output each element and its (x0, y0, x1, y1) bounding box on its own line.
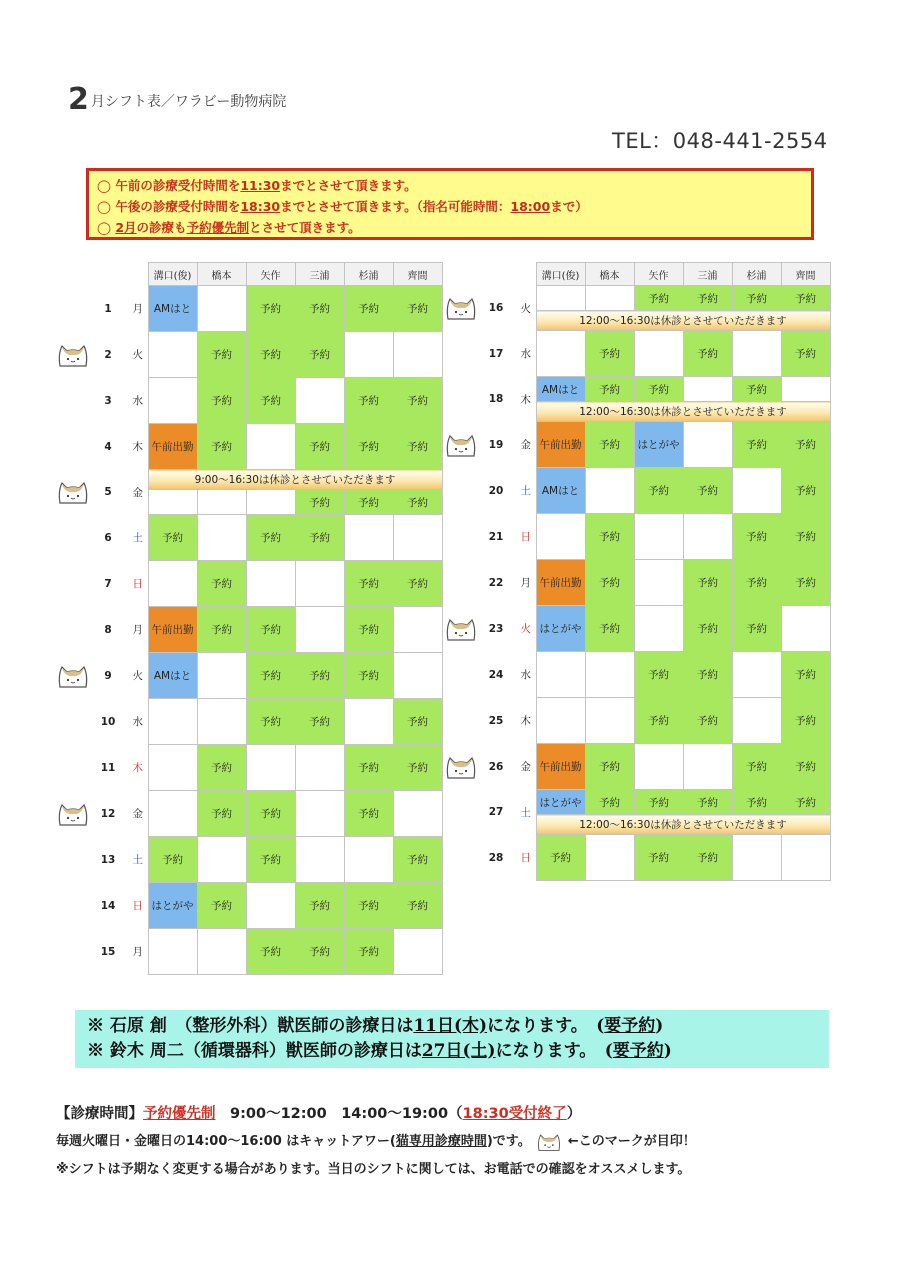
weekday: 水 (132, 716, 143, 728)
shift-cell: 予約 (781, 468, 830, 514)
day-number: 10 (100, 715, 116, 728)
day-number: 12 (100, 807, 116, 820)
cat-face-icon (56, 479, 90, 505)
shift-cell (732, 652, 781, 698)
shift-cell (295, 745, 344, 791)
shift-cell (536, 514, 585, 560)
day-row (96, 515, 442, 561)
cat-hour-line: 毎週火曜日・金曜日の14:00〜16:00 はキャットアワー(猫専用診療時間)です。 ←このマークが目印！ (56, 1128, 696, 1156)
day-number: 14 (100, 899, 116, 912)
shift-cell (585, 468, 634, 514)
shift-cell: 予約 (246, 286, 295, 332)
staff-header: 矢作 (246, 263, 295, 286)
shift-cell (536, 652, 585, 698)
day-row (96, 561, 442, 607)
shift-cell: 予約 (246, 378, 295, 424)
staff-header: 齊間 (781, 263, 830, 286)
day-row (96, 653, 442, 699)
disclaimer-line: ※シフトは予期なく変更する場合があります。当日のシフトに関しては、お電話での確認をオススメします。 (56, 1162, 691, 1177)
day-row (96, 490, 442, 515)
shift-cell (634, 606, 683, 652)
shift-cell (148, 332, 197, 378)
day-number: 4 (104, 440, 112, 453)
shift-cell: 予約 (634, 790, 683, 815)
shift-cell: 予約 (148, 515, 197, 561)
shift-cell (246, 745, 295, 791)
shift-cell: 予約 (295, 929, 344, 975)
day-row (484, 560, 830, 606)
day-number: 18 (488, 393, 504, 405)
shift-cell: 予約 (344, 378, 393, 424)
closure-banner: 12:00〜16:30は休診とさせていただきます (536, 402, 830, 422)
shift-cell: 予約 (246, 699, 295, 745)
shift-cell: 予約 (246, 791, 295, 837)
weekday: 土 (520, 485, 531, 497)
shift-cell: 予約 (344, 791, 393, 837)
shift-cell (197, 490, 246, 515)
shift-cell: 予約 (781, 790, 830, 815)
shift-cell: 予約 (634, 468, 683, 514)
day-number: 11 (100, 761, 116, 774)
weekday: 火 (132, 349, 143, 361)
note-ishihara: ※ 石原 創 （整形外科）獣医師の診療日は11日(木)になります。 (要予約) (87, 1016, 664, 1036)
shift-cell (393, 332, 442, 378)
closure-banner: 12:00〜16:30は休診とさせていただきます (536, 311, 830, 331)
notice-line-3: ◯ 2月の診療も予約優先制とさせて頂きます。 (97, 220, 361, 235)
shift-cell: 予約 (732, 286, 781, 311)
closure-banner: 9:00〜16:30は休診とさせていただきます (148, 470, 442, 490)
specialist-notes (75, 1010, 829, 1068)
staff-header: 橋本 (585, 263, 634, 286)
shift-cell: 予約 (344, 286, 393, 332)
shift-cell (148, 929, 197, 975)
shift-cell: 予約 (344, 929, 393, 975)
shift-cell: 予約 (344, 653, 393, 699)
shift-cell (781, 835, 830, 881)
weekday: 水 (520, 348, 531, 360)
shift-cell: 予約 (295, 699, 344, 745)
shift-cell: 予約 (781, 744, 830, 790)
day-number: 25 (488, 714, 504, 727)
shift-cell (683, 377, 732, 402)
shift-cell: 予約 (246, 929, 295, 975)
weekday: 木 (520, 715, 531, 727)
staff-header: 三浦 (295, 263, 344, 286)
staff-header: 齊間 (393, 263, 442, 286)
day-row (96, 378, 442, 424)
day-row (484, 815, 830, 835)
day-number: 5 (104, 486, 112, 498)
weekday: 土 (132, 532, 143, 544)
day-number: 13 (100, 853, 116, 866)
shift-cell (585, 835, 634, 881)
shift-cell (344, 332, 393, 378)
shift-cell (295, 378, 344, 424)
day-row (484, 331, 830, 377)
shift-cell: 予約 (344, 424, 393, 470)
staff-header: 溝口(俊) (536, 263, 585, 286)
shift-cell: 予約 (197, 791, 246, 837)
shift-cell: 予約 (344, 490, 393, 515)
shift-cell (197, 653, 246, 699)
shift-cell: 予約 (295, 424, 344, 470)
day-row (96, 745, 442, 791)
shift-cell: 予約 (536, 835, 585, 881)
shift-cell: 予約 (732, 790, 781, 815)
weekday: 木 (132, 762, 143, 774)
shift-cell: 予約 (246, 653, 295, 699)
shift-cell: 予約 (585, 790, 634, 815)
shift-cell (148, 490, 197, 515)
shift-cell: 予約 (197, 424, 246, 470)
shift-cell: はとがや (536, 790, 585, 815)
shift-cell: 予約 (585, 606, 634, 652)
shift-cell: 予約 (683, 790, 732, 815)
day-number: 8 (104, 623, 112, 636)
shift-cell: 予約 (295, 332, 344, 378)
weekday: 金 (520, 439, 531, 451)
shift-cell (246, 490, 295, 515)
shift-cell: 予約 (634, 286, 683, 311)
shift-cell (344, 837, 393, 883)
shift-cell: 予約 (634, 835, 683, 881)
day-row (484, 311, 830, 331)
day-row (96, 699, 442, 745)
day-row (484, 652, 830, 698)
phone-number: TEL：048-441-2554 (612, 129, 828, 153)
shift-cell: 予約 (393, 424, 442, 470)
staff-header: 橋本 (197, 263, 246, 286)
shift-cell: 予約 (344, 561, 393, 607)
shift-cell (393, 515, 442, 561)
day-number: 2 (104, 348, 112, 361)
day-number: 20 (488, 484, 504, 497)
weekday: 火 (132, 670, 143, 682)
shift-cell (585, 652, 634, 698)
day-row (484, 698, 830, 744)
shift-cell: 予約 (393, 561, 442, 607)
day-row (96, 929, 442, 975)
weekday: 日 (132, 900, 143, 912)
shift-cell: 予約 (295, 883, 344, 929)
day-row (484, 514, 830, 560)
shift-cell (197, 515, 246, 561)
weekday: 月 (520, 577, 531, 589)
hours-line: 【診療時間】予約優先制 9:00〜12:00 14:00〜19:00（18:30受付終了） (56, 1106, 582, 1122)
weekday: 木 (132, 441, 143, 453)
page-title: 2 月シフト表／ワラビー動物病院 (68, 82, 287, 117)
cat-face-icon (56, 801, 90, 827)
shift-cell: 予約 (246, 837, 295, 883)
day-number: 3 (104, 394, 112, 407)
cat-face-icon (444, 295, 478, 321)
shift-cell: 予約 (295, 286, 344, 332)
shift-cell: 予約 (344, 883, 393, 929)
shift-cell (246, 883, 295, 929)
shift-cell: 予約 (393, 745, 442, 791)
shift-cell (393, 791, 442, 837)
shift-cell (295, 561, 344, 607)
shift-cell: 予約 (781, 560, 830, 606)
weekday: 土 (520, 806, 531, 819)
shift-cell: 予約 (634, 698, 683, 744)
weekday: 日 (520, 531, 531, 543)
shift-cell: 予約 (683, 835, 732, 881)
weekday: 月 (132, 624, 143, 636)
day-number: 21 (488, 530, 504, 543)
notice-line-1: ◯ 午前の診療受付時間を11:30までとさせて頂きます。 (97, 178, 417, 193)
day-row (484, 790, 830, 815)
day-number: 1 (104, 302, 112, 315)
weekday: 土 (132, 854, 143, 866)
weekday: 水 (520, 669, 531, 681)
shift-cell: 予約 (683, 606, 732, 652)
day-number: 15 (100, 945, 116, 958)
shift-cell (536, 698, 585, 744)
day-row (484, 606, 830, 652)
day-row (96, 791, 442, 837)
day-number: 24 (488, 668, 504, 681)
shift-cell: 予約 (393, 378, 442, 424)
day-row (96, 332, 442, 378)
shift-cell (295, 607, 344, 653)
shift-cell: 予約 (781, 286, 830, 311)
shift-cell: 予約 (781, 331, 830, 377)
shift-cell: 予約 (781, 422, 830, 468)
day-number: 27 (488, 806, 504, 818)
shift-cell: 予約 (246, 515, 295, 561)
shift-cell: 予約 (683, 331, 732, 377)
shift-cell: 予約 (344, 607, 393, 653)
shift-cell: AMはと (536, 377, 585, 402)
day-number: 7 (104, 577, 112, 590)
shift-cell: 予約 (197, 745, 246, 791)
weekday: 水 (132, 395, 143, 407)
shift-cell: 予約 (393, 837, 442, 883)
staff-header: 溝口(俊) (148, 263, 197, 286)
shift-cell (683, 514, 732, 560)
shift-cell (148, 745, 197, 791)
notice-box (86, 168, 814, 240)
day-number: 23 (488, 622, 504, 635)
shift-cell: 午前出勤 (536, 560, 585, 606)
day-number: 6 (104, 531, 112, 544)
shift-cell (732, 835, 781, 881)
shift-cell (344, 515, 393, 561)
day-row (484, 422, 830, 468)
shift-cell: 午前出勤 (148, 424, 197, 470)
footer-info (56, 1100, 696, 1184)
shift-cell: 予約 (246, 332, 295, 378)
weekday: 日 (132, 578, 143, 590)
shift-cell: 予約 (634, 377, 683, 402)
shift-cell: 予約 (585, 744, 634, 790)
day-number: 16 (488, 302, 504, 314)
shift-cell: 予約 (683, 286, 732, 311)
weekday: 火 (520, 302, 531, 315)
shift-cell: 予約 (683, 698, 732, 744)
shift-cell (197, 837, 246, 883)
day-row (96, 607, 442, 653)
day-row (96, 470, 442, 490)
shift-cell (197, 699, 246, 745)
shift-cell (683, 422, 732, 468)
staff-header: 杉浦 (344, 263, 393, 286)
cat-face-icon (444, 754, 478, 780)
shift-cell: 予約 (246, 607, 295, 653)
shift-cell (246, 561, 295, 607)
shift-cell (344, 699, 393, 745)
day-row (484, 468, 830, 514)
day-number: 26 (488, 760, 504, 773)
day-row (484, 286, 830, 311)
shift-cell (148, 378, 197, 424)
staff-header: 杉浦 (732, 263, 781, 286)
cat-face-icon (444, 432, 478, 458)
shift-cell: はとがや (536, 606, 585, 652)
shift-cell: 予約 (197, 883, 246, 929)
day-number: 22 (488, 576, 504, 589)
shift-cell: 予約 (683, 652, 732, 698)
shift-cell (393, 653, 442, 699)
staff-header: 矢作 (634, 263, 683, 286)
closure-banner: 12:00〜16:30は休診とさせていただきます (536, 815, 830, 835)
day-row (484, 744, 830, 790)
cat-face-icon (444, 616, 478, 642)
shift-cell (197, 286, 246, 332)
shift-cell: 予約 (393, 286, 442, 332)
right-schedule-table (484, 262, 831, 881)
weekday: 木 (520, 393, 531, 406)
weekday: 火 (520, 623, 531, 635)
day-number: 9 (104, 669, 112, 682)
shift-cell (246, 424, 295, 470)
shift-cell: 予約 (148, 837, 197, 883)
shift-cell: 予約 (197, 332, 246, 378)
shift-cell: 予約 (295, 490, 344, 515)
shift-cell: 午前出勤 (148, 607, 197, 653)
day-number: 28 (488, 851, 504, 864)
day-row (96, 883, 442, 929)
weekday: 月 (132, 303, 143, 315)
shift-cell: 予約 (732, 744, 781, 790)
shift-cell: 予約 (295, 515, 344, 561)
shift-cell: AMはと (148, 286, 197, 332)
shift-cell: 予約 (393, 490, 442, 515)
shift-cell: 予約 (585, 377, 634, 402)
shift-cell: 予約 (344, 745, 393, 791)
shift-cell: 予約 (197, 561, 246, 607)
day-row (96, 286, 442, 332)
shift-cell: 予約 (585, 514, 634, 560)
shift-cell (732, 698, 781, 744)
shift-cell (393, 929, 442, 975)
shift-cell (536, 286, 585, 311)
shift-cell (634, 514, 683, 560)
notice-line-2: ◯ 午後の診療受付時間を18:30までとさせて頂きます。（指名可能時間：18:00まで） (97, 199, 588, 214)
shift-cell (393, 607, 442, 653)
shift-cell: 予約 (585, 560, 634, 606)
shift-cell: 予約 (295, 653, 344, 699)
shift-cell (148, 699, 197, 745)
cat-face-icon (56, 342, 90, 368)
shift-cell: 予約 (781, 698, 830, 744)
shift-cell: はとがや (634, 422, 683, 468)
shift-cell: 予約 (732, 514, 781, 560)
shift-cell (148, 791, 197, 837)
day-row (96, 837, 442, 883)
shift-cell: 予約 (781, 514, 830, 560)
cat-face-icon (535, 1132, 563, 1152)
shift-cell: 予約 (732, 560, 781, 606)
shift-cell: 予約 (732, 422, 781, 468)
weekday: 金 (132, 808, 143, 820)
shift-cell: 予約 (683, 468, 732, 514)
weekday: 月 (132, 946, 143, 958)
shift-cell (781, 377, 830, 402)
shift-cell (634, 744, 683, 790)
shift-cell: AMはと (148, 653, 197, 699)
shift-cell (732, 331, 781, 377)
shift-cell: 予約 (683, 560, 732, 606)
shift-cell (683, 744, 732, 790)
day-row (484, 835, 830, 881)
shift-cell: はとがや (148, 883, 197, 929)
day-number: 17 (488, 347, 504, 360)
day-row (484, 377, 830, 402)
shift-cell (634, 331, 683, 377)
shift-cell (295, 837, 344, 883)
day-row (96, 424, 442, 470)
weekday: 日 (520, 852, 531, 864)
shift-cell: 予約 (393, 883, 442, 929)
shift-cell (781, 606, 830, 652)
shift-cell (585, 698, 634, 744)
left-schedule-table (96, 262, 443, 975)
day-row (484, 402, 830, 422)
shift-cell (634, 560, 683, 606)
note-suzuki: ※ 鈴木 周二（循環器科）獣医師の診療日は27日(土)になります。 (要予約) (87, 1041, 672, 1061)
shift-cell (295, 791, 344, 837)
shift-cell: 予約 (634, 652, 683, 698)
shift-cell (732, 468, 781, 514)
shift-cell: AMはと (536, 468, 585, 514)
shift-cell: 予約 (781, 652, 830, 698)
shift-cell: 予約 (732, 377, 781, 402)
shift-cell: 予約 (585, 331, 634, 377)
day-number: 19 (488, 438, 504, 451)
shift-cell: 午前出勤 (536, 744, 585, 790)
shift-cell: 予約 (197, 378, 246, 424)
shift-cell: 予約 (197, 607, 246, 653)
shift-cell (536, 331, 585, 377)
shift-cell (585, 286, 634, 311)
shift-cell (148, 561, 197, 607)
weekday: 金 (520, 761, 531, 773)
shift-cell: 午前出勤 (536, 422, 585, 468)
shift-cell: 予約 (585, 422, 634, 468)
cat-face-icon (56, 663, 90, 689)
shift-cell: 予約 (732, 606, 781, 652)
shift-cell (197, 929, 246, 975)
staff-header: 三浦 (683, 263, 732, 286)
shift-cell: 予約 (393, 699, 442, 745)
weekday: 金 (132, 486, 143, 499)
